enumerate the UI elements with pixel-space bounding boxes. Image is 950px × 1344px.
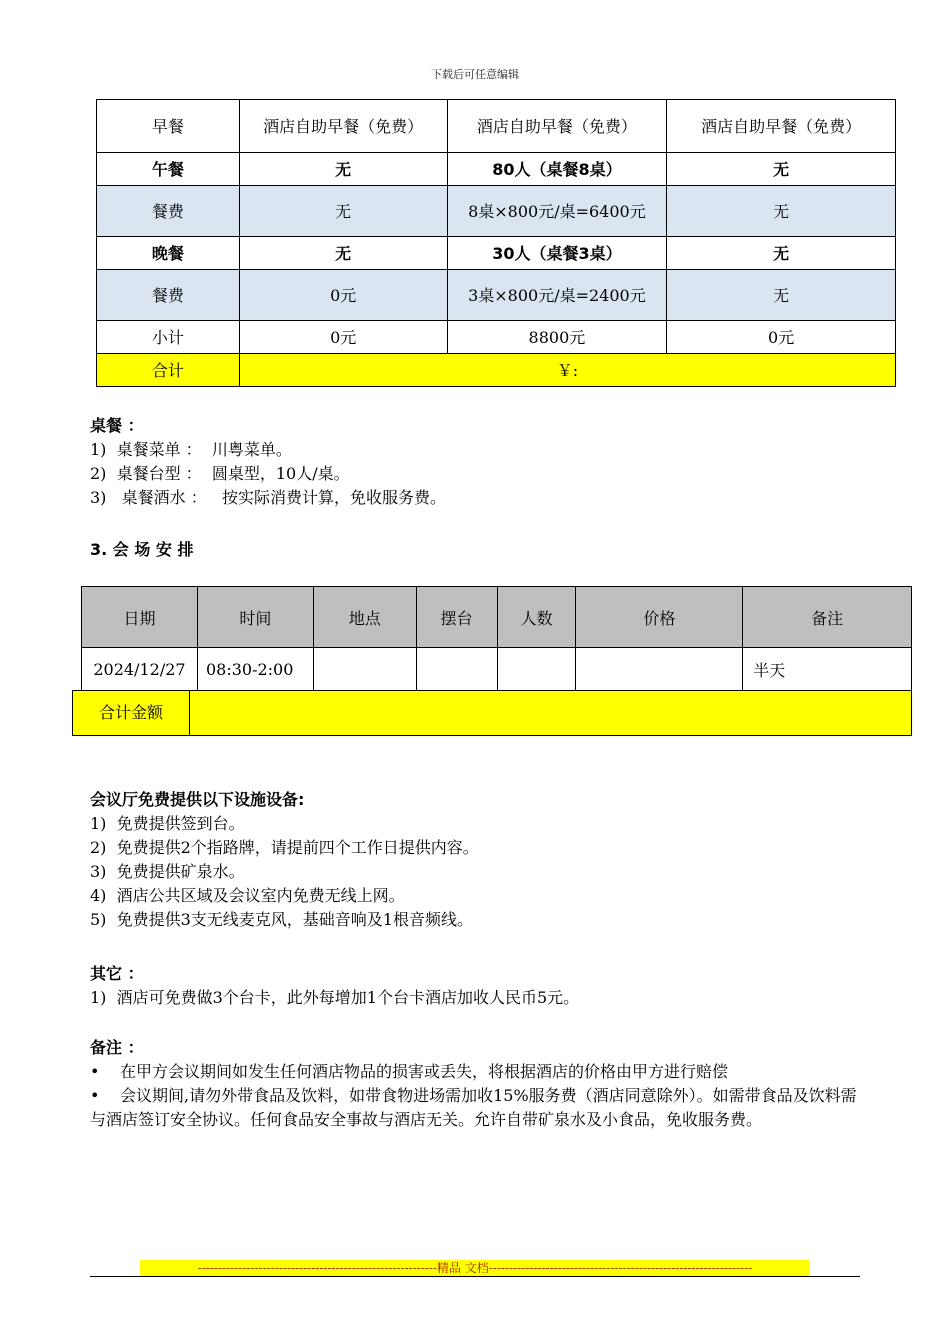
table-cell: 餐费 bbox=[97, 270, 240, 321]
list-item: 1) 桌餐菜单 ： 川粤菜单。 bbox=[90, 440, 292, 459]
total-label: 合计 bbox=[97, 354, 240, 387]
list-item: 1) 免费提供签到台。 bbox=[90, 814, 245, 833]
list-item: 2) 免费提供2个指路牌，请提前四个工作日提供内容。 bbox=[90, 838, 479, 857]
meal-table bbox=[96, 99, 896, 387]
section-title: 桌餐 ： bbox=[90, 416, 144, 435]
column-header: 价格 bbox=[576, 587, 743, 648]
table-row bbox=[97, 100, 896, 153]
table-header-row bbox=[82, 587, 912, 648]
table-cell: 0元 bbox=[239, 270, 447, 321]
bullet-text: 会议期间,请勿外带食品及饮料，如带食物进场需加收15%服务费（酒店同意除外）。如需带食品及饮料需与酒店签订安全协议。任何食品安全事故与酒店无关。允许自带矿泉水及小食品，免收服务费。 bbox=[90, 1086, 857, 1129]
table-cell: 无 bbox=[667, 153, 896, 186]
table-cell: 小计 bbox=[97, 321, 240, 354]
table-row bbox=[97, 153, 896, 186]
table-cell bbox=[313, 648, 416, 691]
table-cell: 无 bbox=[667, 237, 896, 270]
section-title: 会议厅免费提供以下设施设备: bbox=[90, 790, 305, 809]
table-cell: 半天 bbox=[743, 648, 912, 691]
column-header: 备注 bbox=[743, 587, 912, 648]
column-header: 地点 bbox=[313, 587, 416, 648]
bullet-icon: • bbox=[90, 1062, 100, 1081]
table-cell: 餐费 bbox=[97, 186, 240, 237]
total-label: 合计金额 bbox=[73, 691, 190, 735]
total-value: ￥: bbox=[239, 354, 895, 387]
other-section bbox=[90, 962, 579, 1010]
table-cell: 2024/12/27 bbox=[82, 648, 198, 691]
table-cell: 午餐 bbox=[97, 153, 240, 186]
page-footer: -----------------------------------------------------------精品 文档----------------------------------------------------------------- bbox=[140, 1260, 810, 1276]
table-cell: 无 bbox=[667, 186, 896, 237]
table-cell bbox=[576, 648, 743, 691]
total-row bbox=[97, 354, 896, 387]
list-item: 5) 免费提供3支无线麦克风，基础音响及1根音频线。 bbox=[90, 910, 473, 929]
table-cell: 30人（桌餐3桌） bbox=[447, 237, 667, 270]
bullet-item bbox=[90, 1084, 860, 1132]
venue-table bbox=[81, 586, 912, 691]
table-cell: 无 bbox=[239, 186, 447, 237]
list-item: 1) 酒店可免费做3个台卡，此外每增加1个台卡酒店加收人民币5元。 bbox=[90, 988, 580, 1007]
table-cell: 80人（桌餐8桌） bbox=[447, 153, 667, 186]
table-cell: 酒店自助早餐（免费） bbox=[239, 100, 447, 153]
banquet-section bbox=[90, 414, 446, 510]
table-row bbox=[97, 237, 896, 270]
section-title: 3. 会 场 安 排 bbox=[90, 540, 194, 559]
column-header: 日期 bbox=[82, 587, 198, 648]
column-header: 摆台 bbox=[416, 587, 497, 648]
footer-divider bbox=[90, 1276, 860, 1277]
table-cell: 早餐 bbox=[97, 100, 240, 153]
list-item: 3) 免费提供矿泉水。 bbox=[90, 862, 245, 881]
list-item: 4) 酒店公共区域及会议室内免费无线上网。 bbox=[90, 886, 405, 905]
table-cell: 0元 bbox=[239, 321, 447, 354]
table-cell bbox=[416, 648, 497, 691]
page-header: 下载后可任意编辑 bbox=[431, 68, 519, 81]
table-cell: 酒店自助早餐（免费） bbox=[447, 100, 667, 153]
column-header: 时间 bbox=[197, 587, 313, 648]
venue-total-row bbox=[72, 690, 912, 736]
table-row bbox=[97, 321, 896, 354]
table-cell: 0元 bbox=[667, 321, 896, 354]
bullet-text: 在甲方会议期间如发生任何酒店物品的损害或丢失，将根据酒店的价格由甲方进行赔偿 bbox=[120, 1062, 729, 1081]
notes-section bbox=[90, 1036, 860, 1132]
table-cell: 08:30-2:00 bbox=[197, 648, 313, 691]
section-title: 其它 ： bbox=[90, 964, 144, 983]
table-cell: 3桌×800元/桌=2400元 bbox=[447, 270, 667, 321]
table-cell: 酒店自助早餐（免费） bbox=[667, 100, 896, 153]
table-cell: 8800元 bbox=[447, 321, 667, 354]
table-row bbox=[97, 270, 896, 321]
list-item: 3) 桌餐酒水 ： 按实际消费计算，免收服务费。 bbox=[90, 488, 447, 507]
facilities-section bbox=[90, 788, 479, 932]
venue-title bbox=[90, 538, 194, 562]
table-cell: 无 bbox=[667, 270, 896, 321]
bullet-item bbox=[90, 1060, 860, 1084]
table-cell: 无 bbox=[239, 153, 447, 186]
table-row bbox=[82, 648, 912, 691]
table-cell: 晚餐 bbox=[97, 237, 240, 270]
table-cell: 无 bbox=[239, 237, 447, 270]
table-cell: 8桌×800元/桌=6400元 bbox=[447, 186, 667, 237]
bullet-icon: • bbox=[90, 1086, 100, 1105]
table-row bbox=[97, 186, 896, 237]
table-cell bbox=[497, 648, 576, 691]
section-title: 备注 ： bbox=[90, 1038, 144, 1057]
list-item: 2) 桌餐台型 ： 圆桌型，10人/桌。 bbox=[90, 464, 350, 483]
column-header: 人数 bbox=[497, 587, 576, 648]
